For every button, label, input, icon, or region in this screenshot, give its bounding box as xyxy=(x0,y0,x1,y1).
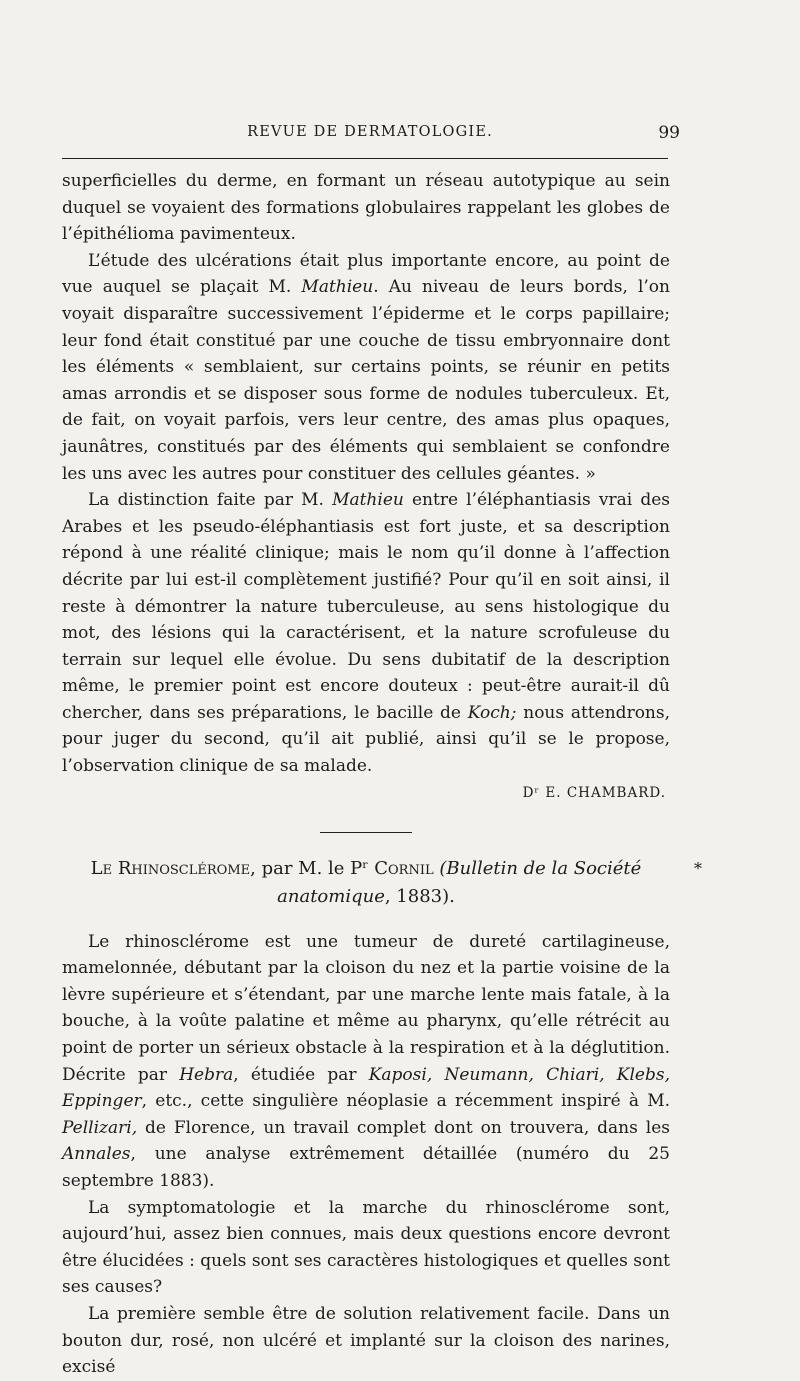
paragraph xyxy=(62,1195,670,1301)
paragraph-text: La symptomatologie et la marche du rhinosclérome sont, aujourd’hui, assez bien connues, mais deux questions encore devront être élucidées : quels sont ses caractères histologiques et quelles sont ses causes? xyxy=(62,1197,670,1298)
margin-marker: * xyxy=(694,858,702,878)
paragraph-text: , étudiée par xyxy=(233,1064,369,1085)
title-author: Cornil xyxy=(374,857,434,879)
paragraph-text: La distinction faite par M. xyxy=(88,490,333,511)
header-rule xyxy=(62,158,668,159)
paragraph-text: L’étude des ulcérations était plus importante encore, au point de vue auquel se plaçait M. xyxy=(62,250,670,298)
title-year: , 1883). xyxy=(384,885,455,907)
paragraph xyxy=(62,168,670,248)
author-name: Pellizari, xyxy=(62,1117,138,1138)
paragraph-text: entre l’éléphantiasis vrai des Arabes et les pseudo-éléphantiasis est fort juste, et sa description répond à une réalité clinique; mais le nom qu’il donne à l’affection décrite par lui est-il complètement justifié? Pour qu’il en soit ainsi, il reste à démontrer la nature tuberculeuse, au sens histologique du mot, des lésions qui la caractérisent, et la nature scrofuleuse du terrain sur lequel elle évolue. Du sens dubitatif de la description même, le premier point est encore douteux : peut-être aurait-il dû chercher, dans ses préparations, le bacille de xyxy=(62,490,670,723)
paragraph xyxy=(62,1301,670,1381)
section-title xyxy=(62,855,702,911)
running-head xyxy=(60,124,680,148)
paragraph xyxy=(62,248,670,487)
paragraph-text: . Au niveau de leurs bords, l’on voyait disparaître successivement l’épiderme et le corps papillaire; leur fond était constitué par une couche de tissu embryonnaire dont les éléments « semblaient, sur certains points, se réunir en petits amas arrondis et se disposer sous forme de nodules tuberculeux. Et, de fait, on voyait parfois, vers leur centre, des amas plus opaques, jaunâtres, constitués par des éléments qui semblaient se confondre les uns avec les autres pour constituer des cellules géantes. » xyxy=(62,277,670,484)
signature: Dʳ E. CHAMBARD. xyxy=(522,784,666,801)
paragraph-text: Le rhinosclérome est une tumeur de dureté cartilagineuse, mamelonnée, débutant par la cloison du nez et la partie voisine de la lèvre supérieure et s’étendant, par une marche lente mais fatale, à la bouche, à la voûte palatine et même au pharynx, qu’elle rétrécit au point de porter un sérieux obstacle à la respiration et à la déglutition. Décrite par xyxy=(62,931,670,1085)
body-text xyxy=(62,168,702,1381)
author-name: Mathieu xyxy=(301,277,374,298)
title-text: , par M. le Pʳ xyxy=(250,857,375,879)
title-source: (Bulletin de la Société anatomique xyxy=(277,857,642,907)
author-name: Mathieu xyxy=(332,490,404,511)
page-number: 99 xyxy=(658,123,680,143)
paragraph-text: superficielles du derme, en formant un réseau autotypique au sein duquel se voyaient des formations globulaires rappelant les globes de l’épithélioma pavimenteux. xyxy=(62,171,670,245)
author-name: Koch; xyxy=(467,702,517,723)
title-subject: Le Rhinosclérome xyxy=(90,857,251,879)
paragraph-text: , une analyse extrêmement détaillée (numéro du 25 septembre 1883). xyxy=(62,1144,670,1191)
section-divider xyxy=(320,832,412,833)
paragraph-text: de Florence, un travail complet dont on trouvera, dans les xyxy=(137,1117,670,1138)
paragraph-text: La première semble être de solution relativement facile. Dans un bouton dur, rosé, non ulcéré et implanté sur la cloison des narines, excisé xyxy=(62,1303,670,1378)
paragraph-text: nous attendrons, pour juger du second, qu’il ait publié, ainsi qu’il se le propose, l’observation clinique de sa malade. xyxy=(62,702,671,777)
paragraph xyxy=(62,487,670,780)
running-title: REVUE DE DERMATOLOGIE. xyxy=(247,124,493,140)
author-name: Hebra xyxy=(179,1064,234,1085)
author-names: Kaposi, Neumann, Chiari, Klebs, Eppinger xyxy=(62,1064,671,1112)
paragraph-text: , etc., cette singulière néoplasie a récemment inspiré à M. xyxy=(141,1091,670,1112)
paragraph xyxy=(62,929,670,1195)
journal-name: Annales xyxy=(62,1144,131,1165)
